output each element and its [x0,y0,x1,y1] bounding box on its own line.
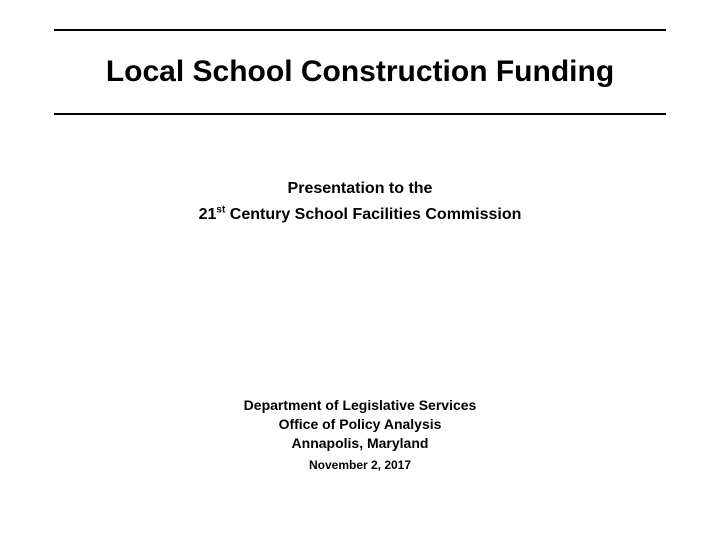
office-name: Office of Policy Analysis [278,416,442,432]
bottom-divider [54,113,666,115]
commission-line [0,204,720,226]
presentation-line: Presentation to the [287,180,433,197]
commission-ordinal-suffix: st [216,204,226,216]
commission-number: 21 [198,206,217,223]
presentation-date: November 2, 2017 [308,458,412,472]
slide-title: Local School Construction Funding [105,55,615,88]
department-name: Department of Legislative Services [243,397,477,413]
commission-name: Century School Facilities Commission [225,206,522,223]
location: Annapolis, Maryland [291,435,429,451]
top-divider [54,29,666,31]
